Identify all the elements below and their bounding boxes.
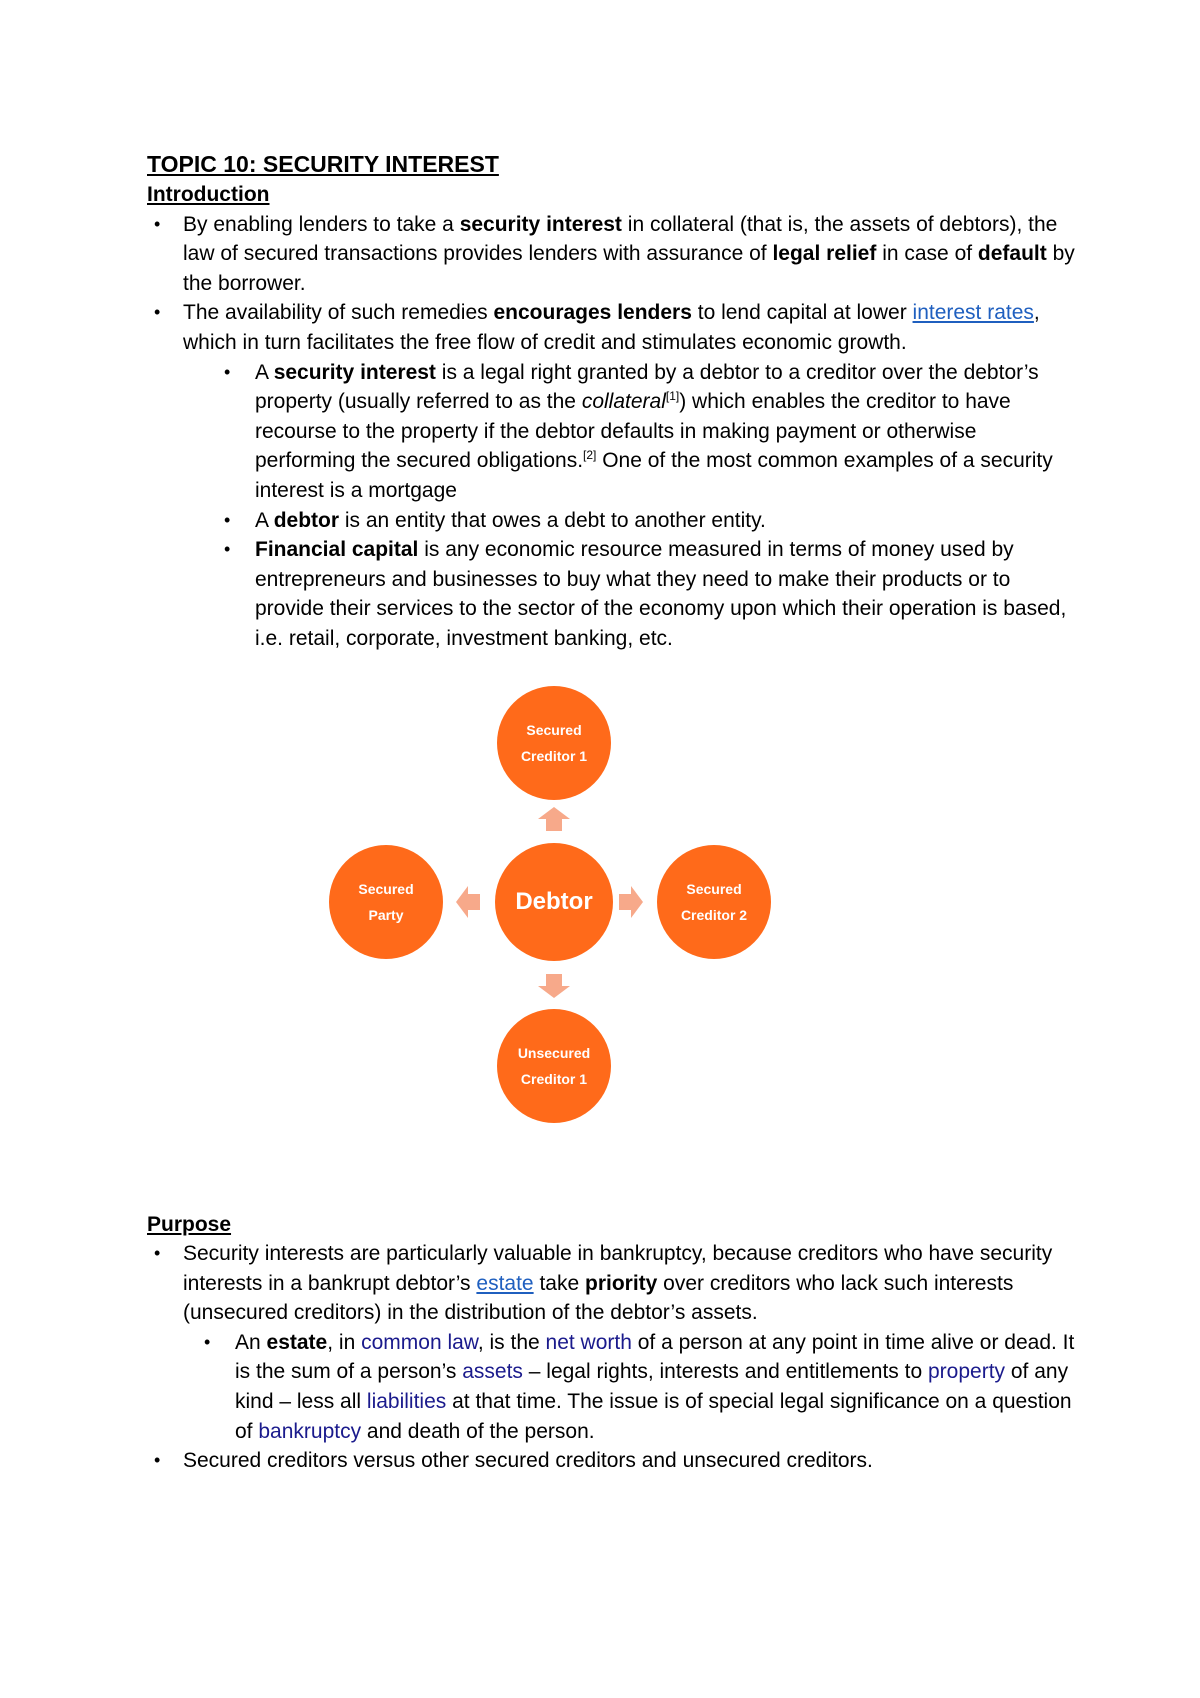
text: A <box>255 360 274 384</box>
text: of any kind – less all <box>235 1360 1069 1414</box>
text: , which in turn facilitates the free flow of credit and stimulates economic growth. <box>183 301 1040 354</box>
secured-creditor-1-node <box>497 686 611 800</box>
text: in collateral (that is, the assets of debtors), the law of secured transactions provides lenders with assurance of <box>183 212 1058 266</box>
footnote-ref[interactable]: [2] <box>583 448 597 463</box>
secured-party-node <box>329 845 443 959</box>
italic-term: collateral <box>581 390 666 414</box>
estate-link[interactable]: estate <box>476 1271 534 1295</box>
text: is an entity that owes a debt to another entity. <box>339 508 766 532</box>
text: to lend capital at lower <box>691 301 913 325</box>
footnote-ref[interactable]: [1] <box>665 389 680 404</box>
text: and death of the person. <box>361 1419 595 1443</box>
text: The availability of such remedies <box>183 301 494 325</box>
arrow-right-icon <box>619 886 643 918</box>
text: at that time. The issue is of special legal significance on a question of <box>235 1390 1072 1443</box>
list-item <box>219 358 1077 506</box>
list-item <box>199 1328 1077 1446</box>
interest-rates-link[interactable]: interest rates <box>912 301 1034 325</box>
node-label-line: Creditor 1 <box>520 748 588 764</box>
liabilities-link[interactable]: liabilities <box>366 1390 447 1414</box>
text: of a person at any point in time alive or dead. It is the sum of a person’s <box>235 1330 1075 1384</box>
net-worth-link[interactable]: net worth <box>545 1330 632 1354</box>
debtor-node <box>495 843 613 961</box>
common-law-link[interactable]: common law <box>361 1330 478 1354</box>
text: is any economic resource measured in terms of money used by entrepreneurs and businesses to buy what they need to make their products or to provide their services to the sector of the economy upon which their operation is based, i.e. retail, corporate, investment banking, etc. <box>255 538 1067 650</box>
node-label-line: Creditor 2 <box>680 907 748 923</box>
page-title: TOPIC 10: SECURITY INTEREST <box>147 151 499 177</box>
text: by the borrower. <box>183 242 1075 295</box>
text: , is the <box>477 1330 546 1354</box>
text: One of the most common examples of a security interest is a mortgage <box>255 449 1053 502</box>
assets-link[interactable]: assets <box>462 1360 523 1384</box>
section-heading-purpose: Purpose <box>147 1212 232 1236</box>
bold-term: Financial capital <box>255 538 419 562</box>
bold-term: default <box>977 242 1047 266</box>
bold-term: encourages lenders <box>493 301 692 325</box>
property-link[interactable]: property <box>928 1360 1006 1384</box>
text: is a legal right granted by a debtor to a creditor over the debtor’s property (usually referred to as the <box>255 360 1039 414</box>
node-label <box>521 717 587 769</box>
node-label-line: Party <box>368 907 404 923</box>
bold-term: estate <box>266 1330 328 1354</box>
intro-list <box>147 210 1077 654</box>
sub-list <box>199 1328 1077 1446</box>
node-label-line: Secured <box>686 881 742 897</box>
text: take <box>533 1271 585 1295</box>
node-label-line: Secured <box>358 881 414 897</box>
secured-creditor-2-node <box>657 845 771 959</box>
purpose-list <box>147 1239 1077 1476</box>
arrow-down-icon <box>538 974 570 998</box>
node-label <box>518 1040 590 1092</box>
list-item <box>147 298 1077 653</box>
list-item: • Secured creditors versus other secured creditors and unsecured creditors. <box>147 1446 1077 1476</box>
creditor-diagram <box>320 680 790 1140</box>
list-item <box>147 1239 1077 1446</box>
bold-term: priority <box>585 1271 658 1295</box>
bankruptcy-link[interactable]: bankruptcy <box>258 1419 362 1443</box>
node-label-line: Secured <box>526 722 582 738</box>
text: By enabling lenders to take a <box>183 212 460 236</box>
bold-term: legal relief <box>772 242 877 266</box>
node-label <box>681 876 747 928</box>
node-label: Debtor <box>515 888 593 915</box>
node-label <box>358 876 413 928</box>
list-item <box>147 210 1077 299</box>
unsecured-creditor-1-node <box>497 1009 611 1123</box>
list-item <box>219 506 1077 536</box>
sub-list <box>219 358 1077 654</box>
text: – legal rights, interests and entitlements to <box>522 1360 928 1384</box>
text: in case of <box>876 242 978 266</box>
text: over creditors who lack such interests (unsecured creditors) in the distribution of the debtor’s assets. <box>183 1271 1014 1325</box>
text: An <box>235 1330 267 1354</box>
section-heading-introduction: Introduction <box>147 183 270 206</box>
text: ) which enables the creditor to have recourse to the property if the debtor defaults in making payment or otherwise performing the secured obligations. <box>255 390 1011 473</box>
text: Security interests are particularly valuable in bankruptcy, because creditors who have security interests in a bankrupt debtor’s <box>183 1242 1053 1295</box>
bold-term: security interest <box>459 212 622 236</box>
node-label-line: Unsecured <box>517 1045 591 1061</box>
list-item <box>219 535 1077 653</box>
arrow-left-icon <box>456 886 480 918</box>
text: A <box>255 508 274 532</box>
node-label-line: Creditor 1 <box>520 1071 588 1087</box>
bold-term: security interest <box>273 360 436 384</box>
bold-term: debtor <box>273 508 340 532</box>
text: , in <box>327 1330 362 1354</box>
arrow-up-icon <box>538 807 570 831</box>
